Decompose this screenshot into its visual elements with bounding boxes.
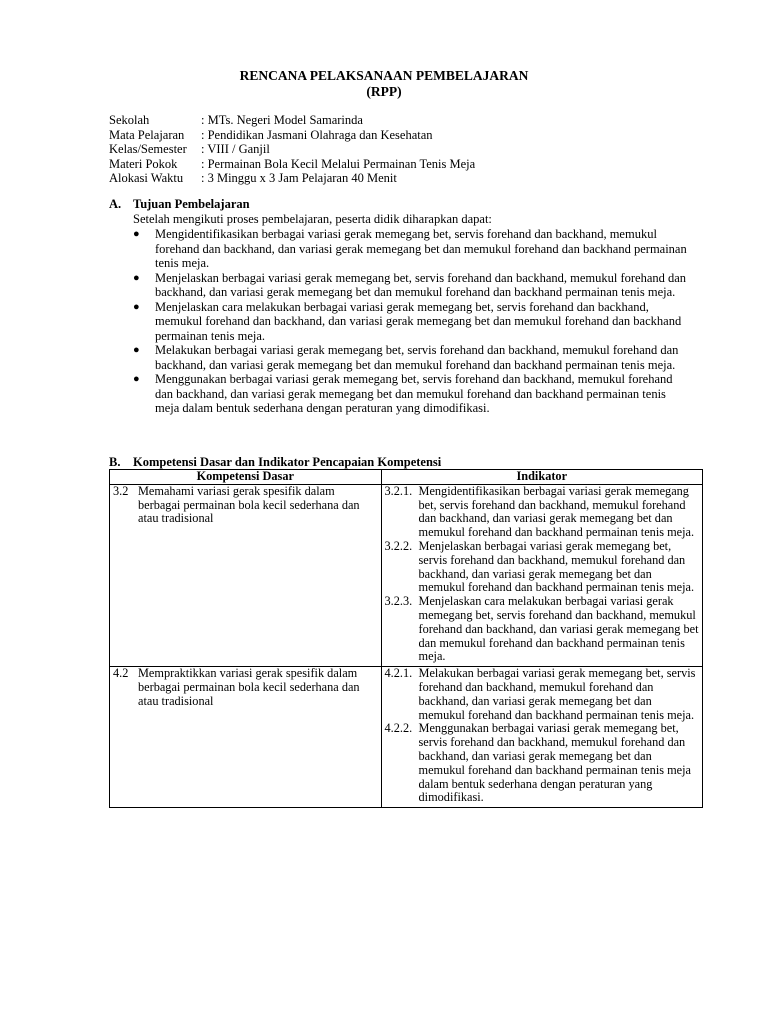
- section-title: Tujuan Pembelajaran: [133, 197, 250, 211]
- list-item-text: Menjelaskan berbagai variasi gerak memegang bet, servis forehand dan backhand, memukul forehand dan backhand, dan variasi gerak memegang bet dan memukul forehand dan backhand permainan tenis meja.: [155, 270, 687, 299]
- bullet-icon: ●: [133, 373, 140, 385]
- meta-value: : Permainan Bola Kecil Melalui Permainan Tenis Meja: [201, 156, 476, 171]
- meta-value: : Pendidikan Jasmani Olahraga dan Kesehatan: [201, 127, 433, 142]
- list-item-text: Menggunakan berbagai variasi gerak memegang bet, servis forehand dan backhand, memukul forehand dan backhand, dan variasi gerak memegang bet dan memukul forehand dan backhand permainan tenis meja dalam bentuk sederhana dengan peraturan yang dimodifikasi.: [155, 372, 673, 415]
- competency-table: [109, 469, 703, 808]
- list-item: [133, 271, 693, 300]
- bullet-icon: ●: [133, 228, 140, 240]
- indicator-text: Menjelaskan berbagai variasi gerak memegang bet, servis forehand dan backhand, memukul forehand dan backhand, dan variasi gerak memegang bet dan memukul forehand dan backhand permainan tenis meja.: [418, 538, 695, 595]
- kd-text: Memahami variasi gerak spesifik dalam berbagai permainan bola kecil sederhana dan atau tradisional: [138, 483, 360, 526]
- meta-value: : VIII / Ganjil: [201, 142, 270, 156]
- indicator-cell: [381, 667, 702, 808]
- list-item-text: Menjelaskan cara melakukan berbagai variasi gerak memegang bet, servis forehand dan backhand, memukul forehand dan backhand, dan variasi gerak memegang bet dan memukul forehand dan backhand permainan tenis meja.: [155, 299, 682, 343]
- meta-label: Materi Pokok: [109, 156, 178, 171]
- indicator-item: [385, 667, 699, 722]
- meta-row: [109, 157, 475, 172]
- indicator-number: 4.2.1.: [384, 666, 413, 681]
- meta-value: : MTs. Negeri Model Samarinda: [201, 113, 363, 127]
- table-header-row: [110, 470, 703, 485]
- indicator-item: [385, 595, 699, 664]
- section-letter: B.: [109, 455, 121, 469]
- section-a-heading: [109, 197, 250, 211]
- indicator-item: [385, 722, 699, 805]
- list-item-text: Melakukan berbagai variasi gerak memegang bet, servis forehand dan backhand, memukul forehand dan backhand, dan variasi gerak memegang bet dan memukul forehand dan backhand permainan tenis meja.: [155, 343, 679, 372]
- indicator-number: 4.2.2.: [384, 721, 413, 736]
- section-title: Kompetensi Dasar dan Indikator Pencapaian Kompetensi: [133, 455, 442, 469]
- kd-number: 3.2: [113, 483, 129, 498]
- indicator-text: Menjelaskan cara melakukan berbagai variasi gerak memegang bet, servis forehand dan backhand, memukul forehand dan backhand, dan variasi gerak memegang bet dan memukul forehand dan backhand permainan tenis meja.: [418, 594, 699, 664]
- meta-label: Alokasi Waktu: [109, 171, 184, 185]
- indicator-text: Melakukan berbagai variasi gerak memegang bet, servis forehand dan backhand, memukul forehand dan backhand, dan variasi gerak memegang bet dan memukul forehand dan backhand permainan tenis meja.: [418, 666, 696, 722]
- kd-number: 4.2: [113, 666, 129, 681]
- title-line-2: (RPP): [366, 84, 402, 99]
- section-a-intro: Setelah mengikuti proses pembelajaran, peserta didik diharapkan dapat:: [133, 212, 492, 226]
- bullet-icon: ●: [133, 300, 140, 313]
- meta-label: Sekolah: [109, 113, 150, 127]
- objectives-list: [133, 227, 693, 416]
- meta-label: Mata Pelajaran: [109, 127, 185, 142]
- indicator-number: 3.2.1.: [384, 483, 413, 498]
- list-item: [133, 300, 693, 344]
- kd-item: [113, 667, 378, 708]
- column-header: Indikator: [381, 470, 702, 485]
- table-row: [110, 484, 703, 666]
- indicator-text: Menggunakan berbagai variasi gerak memegang bet, servis forehand dan backhand, memukul forehand dan backhand, dan variasi gerak memegang bet dan memukul forehand dan backhand permainan tenis meja dalam bentuk sederhana dengan peraturan yang dimodifikasi.: [418, 721, 691, 805]
- indicator-text: Mengidentifikasikan berbagai variasi gerak memegang bet, servis forehand dan backhand, memukul forehand dan backhand, dan variasi gerak memegang bet dan memukul forehand dan backhand permainan tenis meja.: [418, 483, 695, 540]
- section-b-heading: [109, 455, 441, 469]
- title-line-1: RENCANA PELAKSANAAN PEMBELAJARAN: [239, 68, 529, 83]
- list-item: [133, 343, 693, 372]
- kd-text: Mempraktikkan variasi gerak spesifik dalam berbagai permainan bola kecil sederhana dan atau tradisional: [138, 666, 360, 708]
- indicator-item: [385, 485, 699, 540]
- kd-cell: [110, 484, 382, 666]
- meta-label: Kelas/Semester: [109, 142, 187, 156]
- kd-cell: [110, 667, 382, 808]
- list-item: [133, 227, 693, 271]
- bullet-icon: ●: [133, 271, 140, 284]
- meta-row: [109, 171, 475, 186]
- kd-item: [113, 485, 378, 526]
- table-row: [110, 667, 703, 808]
- meta-row: [109, 142, 475, 157]
- section-letter: A.: [109, 197, 122, 211]
- meta-row: [109, 113, 475, 128]
- indicator-number: 3.2.2.: [384, 538, 413, 553]
- list-item: [133, 372, 693, 416]
- indicator-number: 3.2.3.: [384, 594, 413, 609]
- list-item-text: Mengidentifikasikan berbagai variasi gerak memegang bet, servis forehand dan backhand, memukul forehand dan backhand, dan variasi gerak memegang bet dan memukul forehand dan backhand permainan tenis meja.: [155, 227, 687, 270]
- indicator-cell: [381, 484, 702, 666]
- indicator-item: [385, 540, 699, 595]
- column-header: Kompetensi Dasar: [110, 470, 382, 485]
- meta-value: : 3 Minggu x 3 Jam Pelajaran 40 Menit: [201, 171, 397, 185]
- document-title: [0, 68, 768, 100]
- bullet-icon: ●: [133, 344, 140, 356]
- meta-info: [109, 113, 475, 186]
- meta-row: [109, 128, 475, 143]
